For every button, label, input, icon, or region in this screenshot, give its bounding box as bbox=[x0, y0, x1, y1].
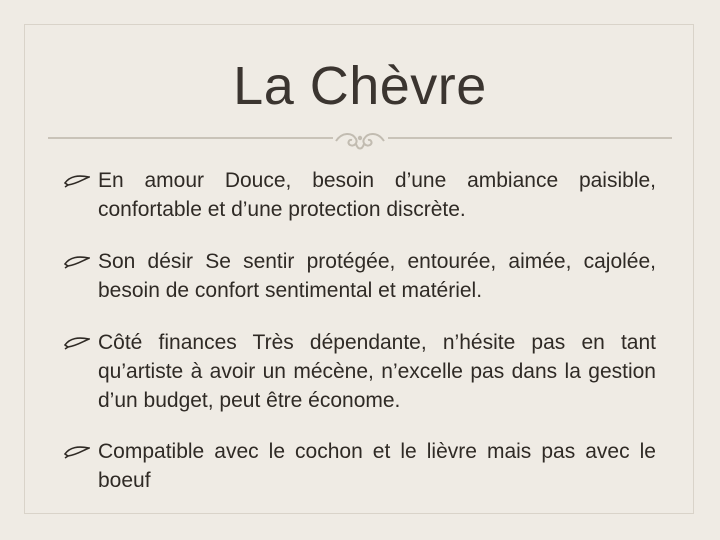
feather-bullet-icon bbox=[64, 255, 90, 269]
slide-title: La Chèvre bbox=[233, 56, 487, 116]
title-divider-left bbox=[48, 137, 333, 139]
bullet-text: Côté finances Très dépendante, n’hésite pas en tant qu’artiste à avoir un mécène, n’excelle pas dans la gestion d’un budget, peut être économe. bbox=[98, 331, 656, 412]
flourish-ornament-icon bbox=[330, 126, 390, 156]
feather-bullet-icon bbox=[64, 336, 90, 350]
bullet-text: En amour Douce, besoin d’une ambiance paisible, confortable et d’une protection discrète. bbox=[98, 169, 656, 221]
list-item bbox=[64, 437, 656, 495]
bullet-text: Son désir Se sentir protégée, entourée, aimée, cajolée, besoin de confort sentimental et matériel. bbox=[98, 250, 656, 302]
feather-bullet-icon bbox=[64, 445, 90, 459]
list-item bbox=[64, 328, 656, 415]
title-divider-right bbox=[388, 137, 672, 139]
bullet-list bbox=[64, 166, 656, 495]
feather-bullet-icon bbox=[64, 174, 90, 188]
list-item bbox=[64, 247, 656, 305]
bullet-text: Compatible avec le cochon et le lièvre mais pas avec le boeuf bbox=[98, 440, 656, 492]
list-item bbox=[64, 166, 656, 224]
